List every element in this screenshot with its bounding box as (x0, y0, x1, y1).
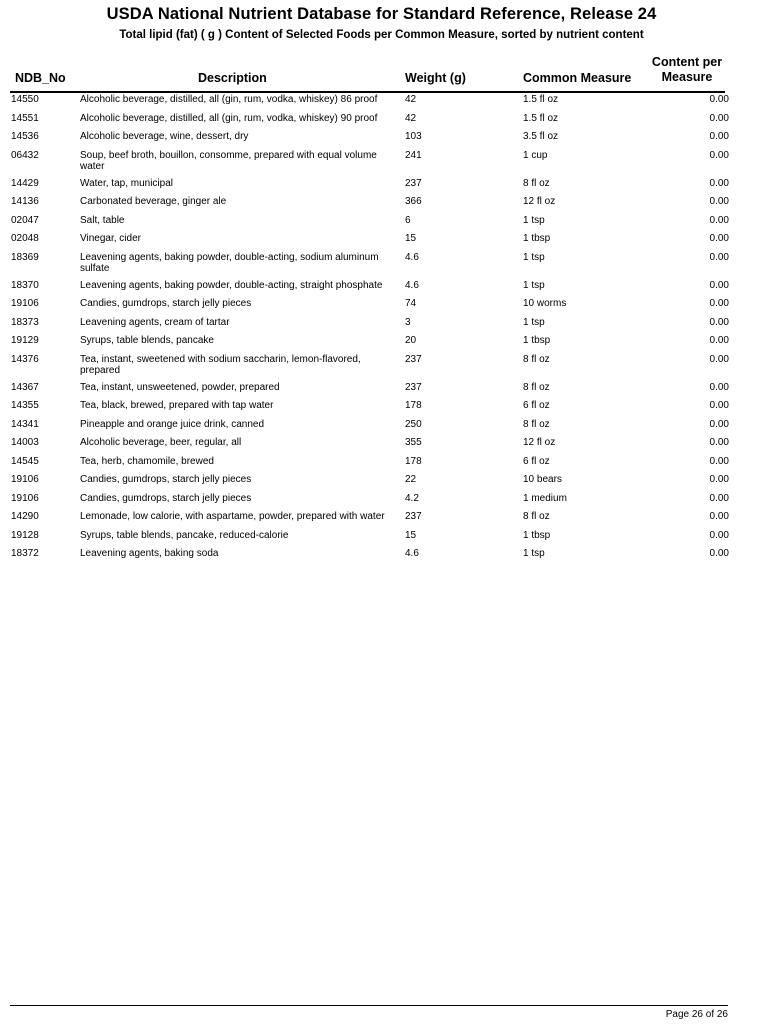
column-header-content-per-measure (642, 55, 732, 85)
cell-weight: 15 (405, 529, 417, 541)
cell-weight: 366 (405, 196, 422, 207)
cell-weight: 178 (405, 400, 422, 411)
table-row (0, 419, 763, 438)
cell-ndb-no: 14536 (11, 131, 39, 142)
cell-weight: 6 (405, 214, 411, 226)
cell-common-measure: 8 fl oz (523, 353, 550, 365)
table-row (0, 400, 763, 419)
cell-weight: 355 (405, 437, 422, 448)
cell-ndb-no: 19128 (11, 529, 39, 541)
cell-common-measure: 12 fl oz (523, 437, 556, 448)
cell-description: Candies, gumdrops, starch jelly pieces (80, 298, 252, 309)
cell-description: Tea, instant, unsweetened, powder, prepared (80, 381, 280, 393)
cell-description: Leavening agents, cream of tartar (80, 316, 230, 328)
cell-common-measure: 1 cup (523, 149, 548, 161)
table-row (0, 196, 763, 215)
cell-weight: 250 (405, 418, 422, 430)
cell-weight: 15 (405, 233, 417, 244)
table-row (0, 530, 763, 549)
cell-weight: 4.6 (405, 251, 419, 263)
cell-ndb-no: 14376 (11, 353, 39, 365)
cell-common-measure: 3.5 fl oz (523, 131, 559, 142)
table-row (0, 280, 763, 299)
cell-content-per-measure: 0.00 (709, 298, 729, 309)
cell-description: Alcoholic beverage, beer, regular, all (80, 437, 242, 448)
cell-description: Alcoholic beverage, distilled, all (gin, rum, vodka, whiskey) 86 proof (80, 94, 378, 105)
cell-content-per-measure: 0.00 (709, 94, 729, 105)
table-row (0, 548, 763, 567)
cell-common-measure: 1 tsp (523, 279, 545, 291)
cell-common-measure: 1.5 fl oz (523, 94, 559, 105)
cell-description: Alcoholic beverage, distilled, all (gin, rum, vodka, whiskey) 90 proof (80, 112, 378, 124)
cell-common-measure: 12 fl oz (523, 196, 556, 207)
cell-ndb-no: 14545 (11, 455, 39, 467)
cell-ndb-no: 14429 (11, 177, 39, 189)
cell-common-measure: 6 fl oz (523, 455, 550, 467)
cell-weight: 237 (405, 511, 422, 522)
cell-description: Lemonade, low calorie, with aspartame, powder, prepared with water (80, 511, 385, 522)
cell-content-per-measure: 0.00 (709, 529, 729, 541)
cell-content-per-measure: 0.00 (709, 214, 729, 226)
nutrient-table-body (0, 94, 763, 567)
cell-common-measure: 1 medium (523, 492, 567, 504)
cell-weight: 4.6 (405, 279, 419, 291)
cell-description: Candies, gumdrops, starch jelly pieces (80, 492, 252, 504)
cell-content-per-measure: 0.00 (709, 418, 729, 430)
cell-description: Soup, beef broth, bouillon, consomme, prepared with equal volume water (80, 149, 377, 172)
cell-common-measure: 1 tbsp (523, 233, 551, 244)
cell-description: Salt, table (80, 214, 125, 226)
cell-description: Water, tap, municipal (80, 177, 174, 189)
cell-content-per-measure: 0.00 (709, 279, 729, 291)
table-row (0, 511, 763, 530)
cell-ndb-no: 14003 (11, 437, 39, 448)
table-row (0, 113, 763, 132)
table-row (0, 317, 763, 336)
table-row (0, 335, 763, 354)
report-title: USDA National Nutrient Database for Standard Reference, Release 24 (106, 5, 657, 23)
cell-description: Tea, black, brewed, prepared with tap water (80, 400, 274, 411)
cell-common-measure: 1 tsp (523, 548, 545, 559)
cell-common-measure: 1 tsp (523, 251, 545, 263)
table-row (0, 94, 763, 113)
column-header-content-line1: Content per (651, 55, 723, 69)
cell-ndb-no: 18372 (11, 548, 39, 559)
cell-weight: 3 (405, 316, 411, 328)
cell-description: Alcoholic beverage, wine, dessert, dry (80, 131, 249, 142)
cell-common-measure: 8 fl oz (523, 511, 550, 522)
cell-content-per-measure: 0.00 (709, 511, 729, 522)
cell-ndb-no: 02047 (11, 214, 39, 226)
cell-common-measure: 10 worms (523, 298, 567, 309)
cell-content-per-measure: 0.00 (709, 437, 729, 448)
table-row (0, 456, 763, 475)
cell-common-measure: 8 fl oz (523, 418, 550, 430)
cell-content-per-measure: 0.00 (709, 492, 729, 504)
cell-ndb-no: 14355 (11, 400, 39, 411)
cell-description: Pineapple and orange juice drink, canned (80, 418, 265, 430)
cell-description: Leavening agents, baking soda (80, 548, 219, 559)
cell-ndb-no: 14290 (11, 511, 39, 522)
table-row (0, 233, 763, 252)
cell-description: Candies, gumdrops, starch jelly pieces (80, 474, 252, 485)
cell-content-per-measure: 0.00 (709, 316, 729, 328)
cell-content-per-measure: 0.00 (709, 196, 729, 207)
cell-common-measure: 1.5 fl oz (523, 112, 559, 124)
cell-description: Leavening agents, baking powder, double-acting, straight phosphate (80, 279, 383, 291)
page-number: Page 26 of 26 (665, 1009, 728, 1020)
cell-ndb-no: 19106 (11, 492, 39, 504)
cell-weight: 4.6 (405, 548, 419, 559)
cell-description: Leavening agents, baking powder, double-acting, sodium aluminum sulfate (80, 251, 379, 274)
footer-rule (10, 1005, 728, 1006)
cell-content-per-measure: 0.00 (709, 335, 729, 346)
cell-description: Carbonated beverage, ginger ale (80, 196, 227, 207)
cell-content-per-measure: 0.00 (709, 177, 729, 189)
cell-ndb-no: 18369 (11, 251, 39, 263)
cell-weight: 42 (405, 112, 417, 124)
cell-weight: 178 (405, 455, 422, 467)
cell-weight: 74 (405, 298, 417, 309)
column-header-weight: Weight (g) (405, 71, 466, 85)
table-row (0, 382, 763, 401)
table-row (0, 474, 763, 493)
cell-description: Syrups, table blends, pancake (80, 335, 214, 346)
table-row (0, 298, 763, 317)
cell-common-measure: 8 fl oz (523, 381, 550, 393)
cell-common-measure: 1 tbsp (523, 529, 551, 541)
cell-common-measure: 8 fl oz (523, 177, 550, 189)
cell-content-per-measure: 0.00 (709, 548, 729, 559)
cell-weight: 237 (405, 177, 422, 189)
cell-weight: 22 (405, 474, 417, 485)
cell-weight: 103 (405, 131, 422, 142)
cell-content-per-measure: 0.00 (709, 353, 729, 365)
header-rule (10, 91, 725, 93)
cell-content-per-measure: 0.00 (709, 149, 729, 161)
cell-ndb-no: 19129 (11, 335, 39, 346)
cell-common-measure: 10 bears (523, 474, 562, 485)
cell-weight: 20 (405, 335, 417, 346)
cell-ndb-no: 18370 (11, 279, 39, 291)
cell-weight: 42 (405, 94, 417, 105)
column-header-content-line2: Measure (661, 70, 713, 84)
table-row (0, 252, 763, 280)
cell-ndb-no: 06432 (11, 149, 39, 161)
cell-content-per-measure: 0.00 (709, 474, 729, 485)
cell-description: Tea, herb, chamomile, brewed (80, 455, 214, 467)
cell-content-per-measure: 0.00 (709, 400, 729, 411)
cell-common-measure: 1 tsp (523, 214, 545, 226)
table-row (0, 215, 763, 234)
cell-ndb-no: 14550 (11, 94, 39, 105)
cell-ndb-no: 14367 (11, 381, 39, 393)
table-row (0, 493, 763, 512)
cell-ndb-no: 14551 (11, 112, 39, 124)
cell-weight: 4.2 (405, 492, 419, 504)
cell-weight: 237 (405, 353, 422, 365)
cell-content-per-measure: 0.00 (709, 233, 729, 244)
table-row (0, 150, 763, 178)
cell-ndb-no: 19106 (11, 474, 39, 485)
cell-weight: 241 (405, 149, 422, 161)
column-header-common-measure: Common Measure (523, 71, 632, 85)
column-header-ndb-no: NDB_No (15, 71, 66, 85)
cell-ndb-no: 14341 (11, 418, 39, 430)
table-row (0, 178, 763, 197)
table-row (0, 354, 763, 382)
cell-common-measure: 1 tbsp (523, 335, 551, 346)
cell-common-measure: 1 tsp (523, 316, 545, 328)
cell-content-per-measure: 0.00 (709, 381, 729, 393)
cell-ndb-no: 02048 (11, 233, 39, 244)
cell-common-measure: 6 fl oz (523, 400, 550, 411)
column-header-description: Description (198, 71, 267, 85)
cell-description: Syrups, table blends, pancake, reduced-calorie (80, 529, 289, 541)
table-row (0, 437, 763, 456)
cell-description: Vinegar, cider (80, 233, 141, 244)
cell-description: Tea, instant, sweetened with sodium saccharin, lemon-flavored, prepared (80, 353, 361, 376)
cell-content-per-measure: 0.00 (709, 455, 729, 467)
report-subtitle: Total lipid (fat) ( g ) Content of Selected Foods per Common Measure, sorted by nutrient content (119, 29, 644, 41)
cell-ndb-no: 19106 (11, 298, 39, 309)
cell-weight: 237 (405, 381, 422, 393)
table-row (0, 131, 763, 150)
cell-ndb-no: 14136 (11, 196, 39, 207)
cell-ndb-no: 18373 (11, 316, 39, 328)
cell-content-per-measure: 0.00 (709, 251, 729, 263)
cell-content-per-measure: 0.00 (709, 112, 729, 124)
cell-content-per-measure: 0.00 (709, 131, 729, 142)
